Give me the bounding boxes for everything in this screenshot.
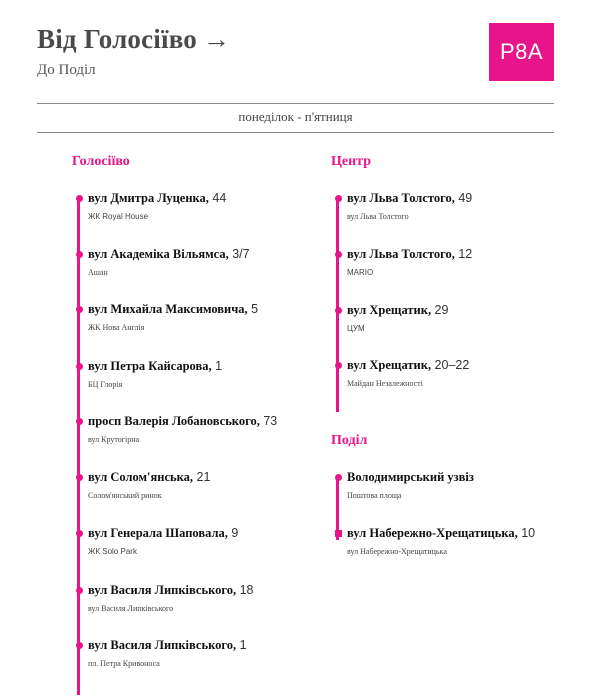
- stop-item: [347, 358, 469, 388]
- stop-house-number: 12: [454, 247, 473, 261]
- stop-name: [347, 303, 448, 318]
- stop-landmark: Поштова площа: [347, 491, 402, 500]
- stop-house-number: 1: [236, 638, 247, 652]
- section-title-podil: Поділ: [331, 433, 368, 448]
- stop-marker-icon: [335, 195, 342, 202]
- stop-street: вул Набережно-Хрещатицька,: [347, 526, 518, 540]
- stop-landmark: ЖК Solo Park: [88, 547, 137, 556]
- stop-marker-icon: [76, 306, 83, 313]
- stop-house-number: 1: [211, 359, 223, 373]
- stop-street: вул Михайла Максимовича,: [88, 302, 248, 316]
- stop-marker-icon: [76, 587, 83, 594]
- stop-landmark: ЦУМ: [347, 324, 365, 333]
- section-title-holosiivo: Голосіїво: [72, 154, 130, 169]
- stop-house-number: 5: [247, 302, 259, 316]
- stop-name: [88, 302, 258, 317]
- stop-landmark: Майдан Незалежності: [347, 379, 423, 388]
- stop-street: вул Генерала Шаповала,: [88, 526, 228, 540]
- stop-item: [88, 191, 226, 221]
- stop-marker-icon: [335, 530, 342, 537]
- stop-item: [88, 302, 258, 332]
- stop-item: [88, 526, 238, 556]
- stop-landmark: БЦ Глорія: [88, 380, 123, 389]
- stop-name: [347, 358, 469, 373]
- stop-marker-icon: [335, 251, 342, 258]
- stop-item: [88, 414, 277, 444]
- section-title-center: Центр: [331, 154, 372, 169]
- stop-landmark: ЖК Royal House: [88, 212, 149, 221]
- stop-street: вул Льва Толстого,: [347, 191, 455, 205]
- stop-landmark: Ашан: [88, 268, 108, 277]
- stop-house-number: 49: [454, 191, 473, 205]
- stop-name: [347, 470, 474, 485]
- stop-item: [347, 247, 472, 277]
- arrow-right-icon: →: [203, 24, 231, 54]
- top-divider: [37, 103, 554, 104]
- stop-landmark: ЖК Нова Англія: [88, 323, 145, 332]
- stop-name: [88, 583, 254, 598]
- stop-street: вул Василя Липківського,: [88, 583, 237, 597]
- stop-house-number: 18: [236, 583, 254, 597]
- stop-street: вул Академіка Вільямса,: [88, 247, 229, 261]
- stop-item: [88, 247, 250, 277]
- stop-item: [88, 583, 254, 613]
- stop-landmark: вул Василя Липківського: [88, 604, 174, 613]
- stop-house-number: 73: [259, 414, 278, 428]
- stop-name: [88, 191, 226, 206]
- stop-marker-icon: [76, 251, 83, 258]
- stop-marker-icon: [76, 363, 83, 370]
- stop-marker-icon: [335, 362, 342, 369]
- stop-landmark: вул Набережно-Хрещатицька: [347, 547, 447, 556]
- stop-house-number: 44: [208, 191, 227, 205]
- stop-item: [88, 359, 222, 389]
- stop-marker-icon: [76, 195, 83, 202]
- bottom-divider: [37, 132, 554, 133]
- stop-marker-icon: [76, 642, 83, 649]
- stop-house-number: 21: [193, 470, 211, 484]
- stop-marker-icon: [76, 418, 83, 425]
- stop-street: вул Хрещатик,: [347, 303, 432, 317]
- stop-street: Володимирський узвіз: [347, 470, 474, 484]
- destination-subtitle: До Поділ: [37, 62, 96, 78]
- stop-item: [88, 470, 210, 500]
- stop-house-number: 20–22: [431, 358, 470, 372]
- stop-landmark: MARIO: [347, 268, 374, 277]
- route-line-holosiivo: [77, 199, 80, 695]
- stop-house-number: 29: [431, 303, 449, 317]
- stop-house-number: 10: [517, 526, 536, 540]
- schedule-label: понеділок - п'ятниця: [238, 109, 353, 124]
- stop-marker-icon: [76, 474, 83, 481]
- stop-house-number: 9: [227, 526, 239, 540]
- stop-name: [347, 191, 472, 206]
- stop-item: [347, 526, 535, 556]
- stop-item: [347, 470, 474, 500]
- stop-street: вул Василя Липківського,: [88, 638, 237, 652]
- stop-house-number: 3/7: [228, 247, 250, 261]
- stop-landmark: пл. Петра Кривоноса: [88, 659, 160, 668]
- stop-name: [88, 359, 222, 374]
- stop-item: [347, 303, 448, 333]
- stop-street: вул Льва Толстого,: [347, 247, 455, 261]
- stop-landmark: Солом'янський ринок: [88, 491, 162, 500]
- stop-landmark: вул Льва Толстого: [347, 212, 409, 221]
- stop-street: вул Дмитра Луценка,: [88, 191, 209, 205]
- stop-name: [88, 638, 247, 653]
- route-number-badge: Р8А: [489, 23, 554, 81]
- stop-marker-icon: [76, 530, 83, 537]
- stop-street: вул Хрещатик,: [347, 358, 432, 372]
- page-title: [37, 24, 230, 55]
- stop-marker-icon: [335, 474, 342, 481]
- stop-street: вул Петра Кайсарова,: [88, 359, 212, 373]
- stop-item: [347, 191, 472, 221]
- route-line-center: [336, 199, 339, 412]
- stop-name: [347, 526, 535, 541]
- stop-name: [88, 247, 250, 262]
- origin-title: Від Голосіїво: [37, 24, 197, 54]
- stop-item: [88, 638, 247, 668]
- stop-landmark: вул Крутогірна: [88, 435, 140, 444]
- stop-name: [88, 526, 238, 541]
- stop-name: [88, 470, 210, 485]
- stop-name: [347, 247, 472, 262]
- stop-name: [88, 414, 277, 429]
- stop-street: просп Валерія Лобановського,: [88, 414, 260, 428]
- stop-marker-icon: [335, 307, 342, 314]
- stop-street: вул Солом'янська,: [88, 470, 194, 484]
